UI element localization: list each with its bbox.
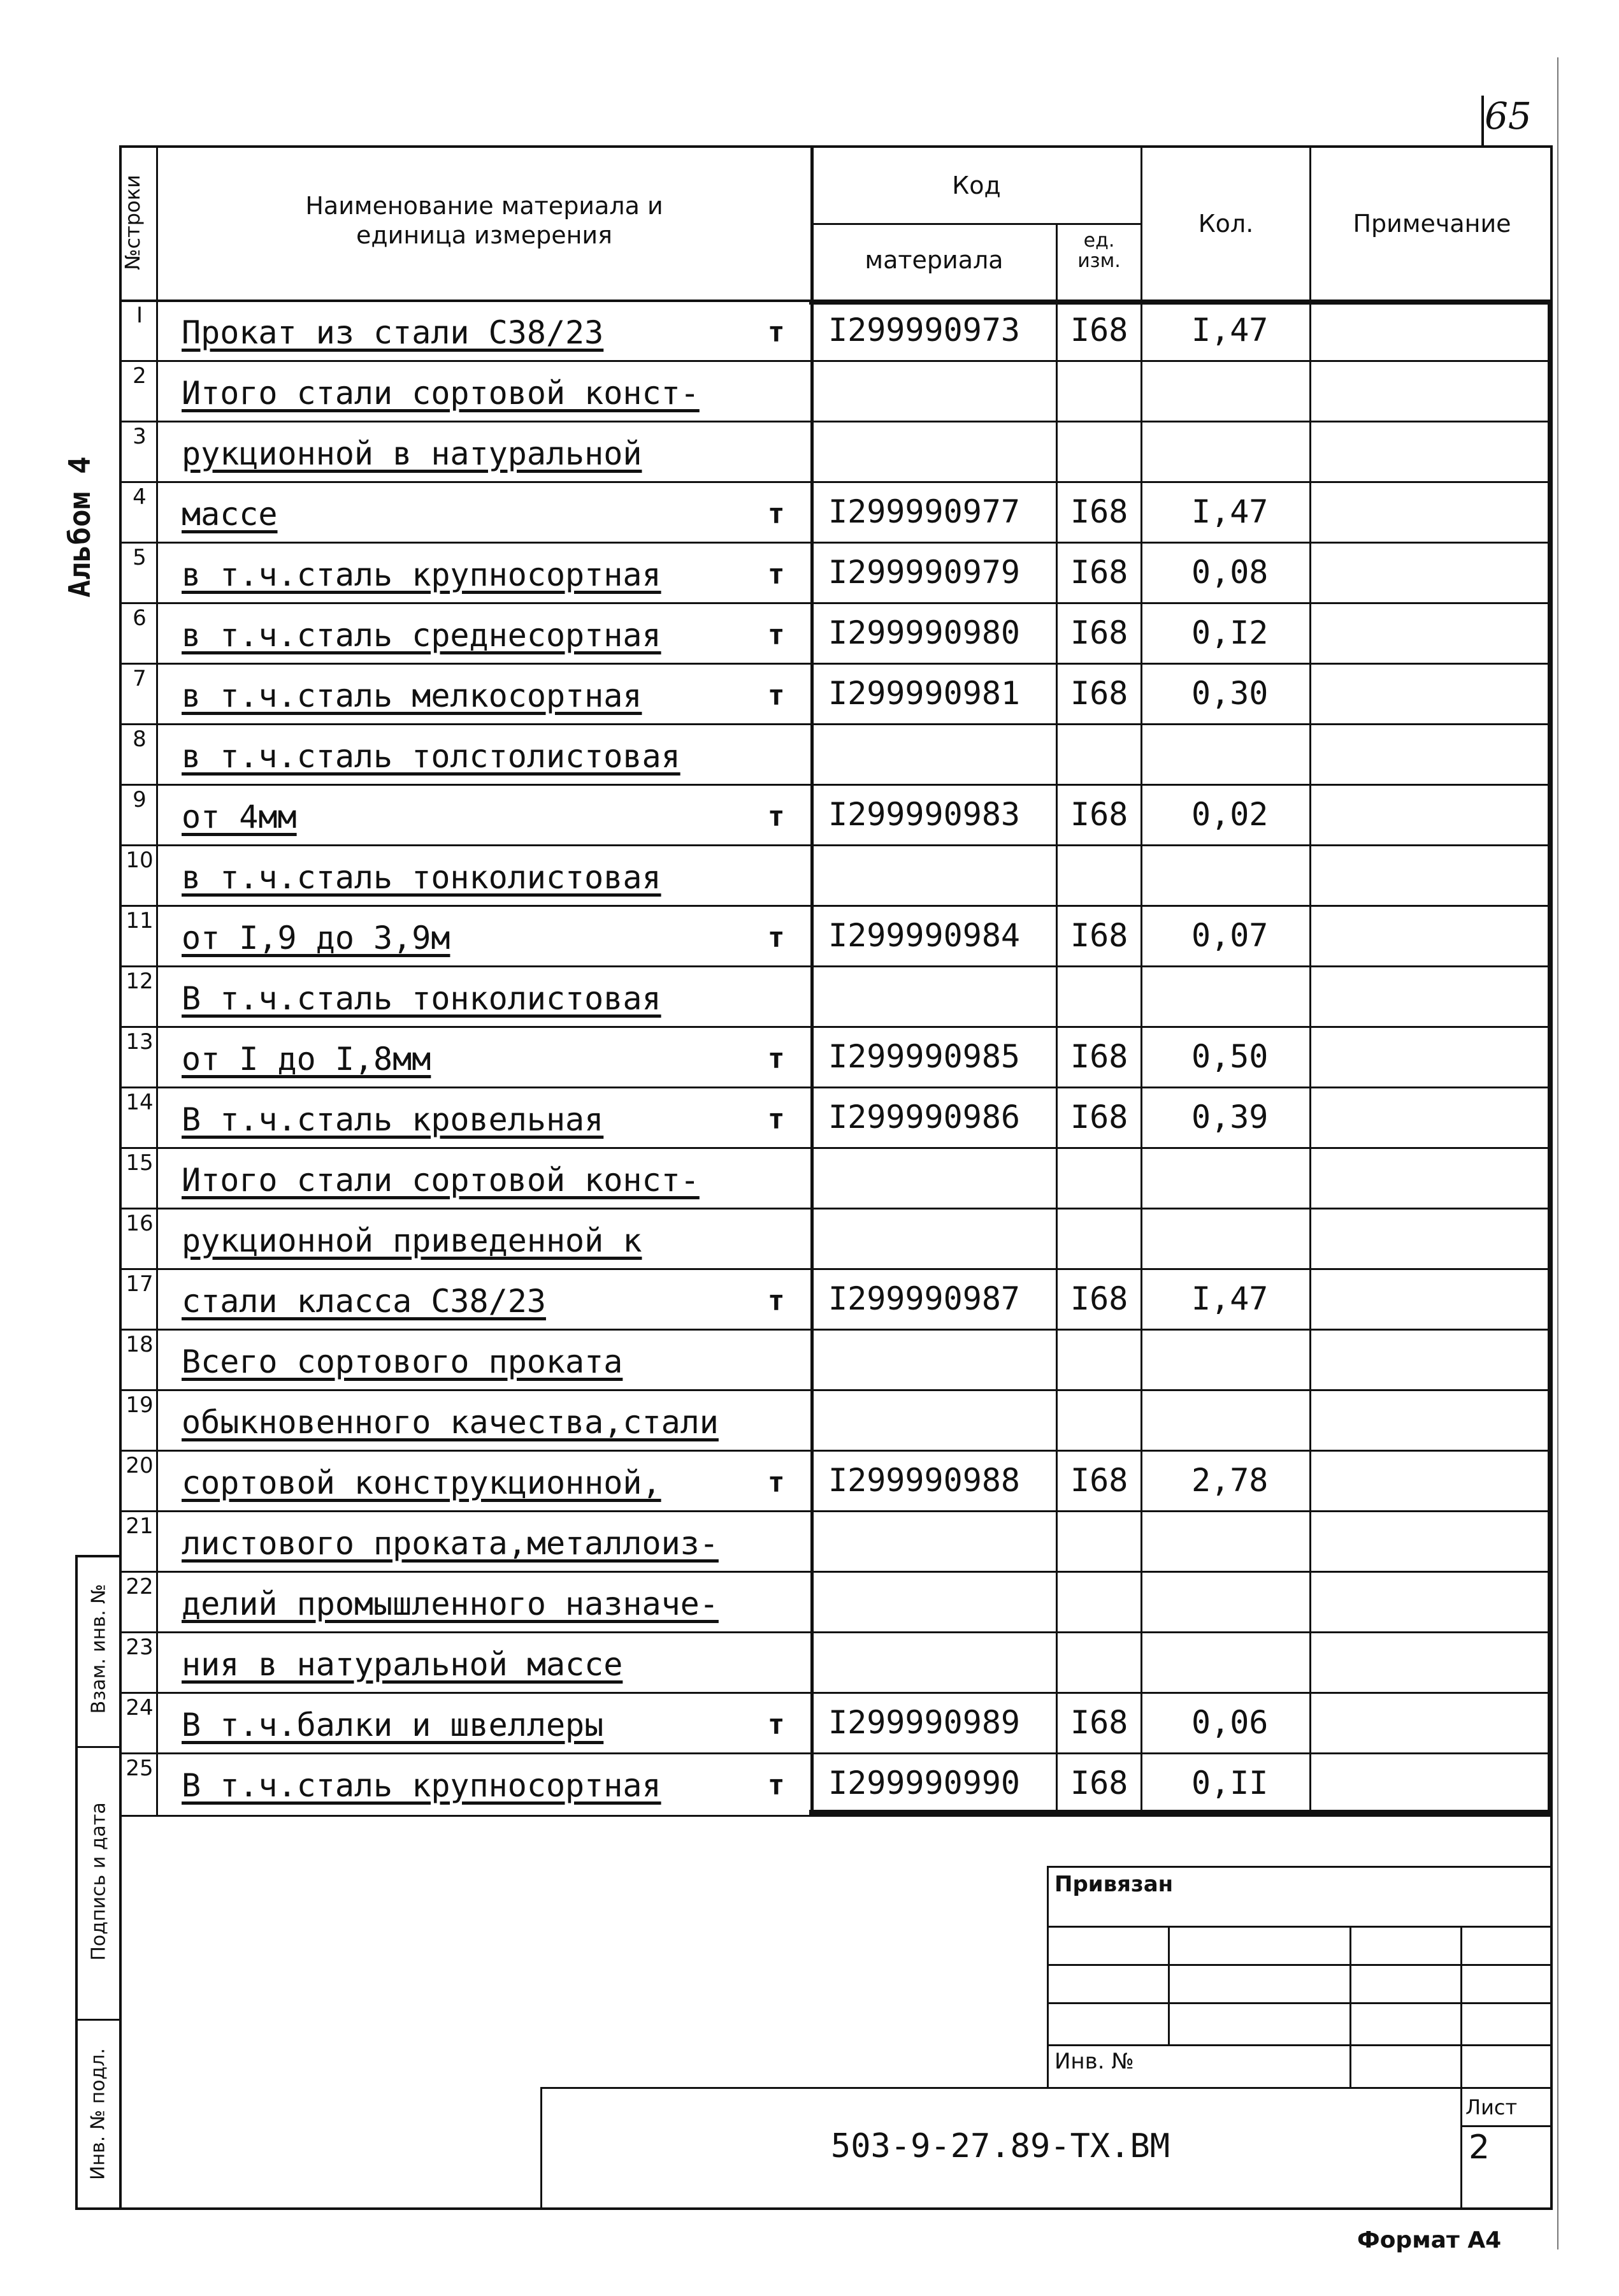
material-code: I299990986 — [828, 1099, 1021, 1136]
material-name: в т.ч.сталь толстолистовая — [182, 738, 680, 775]
material-code: I299990981 — [828, 675, 1021, 712]
unit-marker: т — [768, 679, 785, 712]
unit-code: I68 — [1070, 1765, 1128, 1801]
material-name: Итого стали сортовой конст- — [182, 375, 700, 412]
header-unit-line2: изм. — [1077, 250, 1121, 272]
row-number: 7 — [133, 666, 147, 691]
unit-marker: т — [768, 1103, 785, 1136]
header-row-no: №строки — [120, 175, 145, 270]
row-number: 10 — [126, 848, 154, 873]
row-number: 23 — [126, 1635, 154, 1660]
row-number: 4 — [133, 484, 147, 510]
row-number: 8 — [133, 726, 147, 752]
material-name: Всего сортового проката — [182, 1343, 623, 1380]
material-name: массе — [182, 496, 278, 533]
unit-marker: т — [768, 921, 785, 954]
row-number: 5 — [133, 545, 147, 570]
unit-code: I68 — [1070, 554, 1128, 591]
material-name: в т.ч.сталь тонколистовая — [182, 859, 661, 896]
material-code: I299990980 — [828, 614, 1021, 651]
header-name — [159, 191, 809, 250]
material-code: I299990988 — [828, 1462, 1021, 1499]
quantity: I,47 — [1191, 1280, 1269, 1317]
unit-marker: т — [768, 498, 785, 530]
unit-marker: т — [768, 1708, 785, 1741]
material-name: сортовой конструкционной, — [182, 1464, 661, 1501]
material-name: в т.ч.сталь мелкосортная — [182, 677, 642, 714]
material-code: I299990977 — [828, 493, 1021, 530]
inv-no-label: Инв. № — [1054, 2049, 1134, 2074]
header-code: Код — [952, 171, 1001, 199]
header-unit — [1058, 231, 1140, 271]
unit-marker: т — [768, 1043, 785, 1075]
header-name-line1: Наименование материала и — [305, 192, 663, 220]
unit-marker: т — [768, 1769, 785, 1801]
quantity: 0,06 — [1191, 1704, 1269, 1741]
row-number: 11 — [126, 908, 154, 934]
quantity: 0,I2 — [1191, 614, 1269, 651]
material-name: от I до I,8мм — [182, 1041, 431, 1078]
material-name: стали класса С38/23 — [182, 1283, 546, 1320]
quantity: 2,78 — [1191, 1462, 1269, 1499]
material-code: I299990979 — [828, 554, 1021, 591]
sheet-number: 2 — [1469, 2128, 1490, 2167]
quantity: 0,02 — [1191, 796, 1269, 833]
quantity: I,47 — [1191, 312, 1269, 349]
material-code: I299990990 — [828, 1765, 1021, 1801]
material-code: I299990984 — [828, 917, 1021, 954]
row-number: I — [136, 303, 143, 328]
row-number: 13 — [126, 1029, 154, 1055]
material-name: в т.ч.сталь среднесортная — [182, 617, 661, 654]
material-name: делий промышленного назначе- — [182, 1585, 719, 1622]
side-label-inv-podl: Инв. № подл. — [87, 2048, 110, 2180]
unit-marker: т — [768, 1466, 785, 1499]
header-note: Примечание — [1353, 210, 1511, 238]
sheet-label: Лист — [1465, 2095, 1518, 2119]
material-code: I299990973 — [828, 312, 1021, 349]
header-material: материала — [865, 246, 1004, 274]
quantity: 0,50 — [1191, 1038, 1269, 1075]
page-number: 65 — [1485, 94, 1532, 138]
quantity: 0,07 — [1191, 917, 1269, 954]
unit-code: I68 — [1070, 917, 1128, 954]
row-number: 17 — [126, 1271, 154, 1297]
document-code: 503-9-27.89-ТХ.ВМ — [830, 2127, 1170, 2165]
unit-code: I68 — [1070, 614, 1128, 651]
unit-code: I68 — [1070, 1038, 1128, 1075]
material-name: ния в натуральной массе — [182, 1646, 623, 1683]
unit-code: I68 — [1070, 675, 1128, 712]
row-number: 18 — [126, 1332, 154, 1357]
quantity: 0,39 — [1191, 1099, 1269, 1136]
row-number: 20 — [126, 1453, 154, 1478]
material-code: I299990989 — [828, 1704, 1021, 1741]
material-name: в т.ч.сталь крупносортная — [182, 556, 661, 593]
row-number: 12 — [126, 969, 154, 994]
unit-code: I68 — [1070, 1704, 1128, 1741]
unit-marker: т — [768, 1285, 785, 1317]
row-number: 16 — [126, 1211, 154, 1236]
unit-code: I68 — [1070, 1280, 1128, 1317]
side-label-signature: Подпись и дата — [87, 1802, 110, 1961]
row-number: 3 — [133, 424, 147, 449]
material-name: Итого стали сортовой конст- — [182, 1162, 700, 1199]
header-unit-line1: ед. — [1083, 229, 1115, 252]
row-number: 24 — [126, 1695, 154, 1721]
material-name: рукционной приведенной к — [182, 1222, 642, 1259]
unit-marker: т — [768, 316, 785, 349]
unit-marker: т — [768, 800, 785, 833]
material-name: рукционной в натуральной — [182, 435, 642, 472]
material-name: В т.ч.сталь крупносортная — [182, 1767, 661, 1804]
unit-marker: т — [768, 558, 785, 591]
row-number: 21 — [126, 1513, 154, 1539]
unit-code: I68 — [1070, 1462, 1128, 1499]
privyazan-label: Привязан — [1054, 1872, 1174, 1897]
header-qty: Кол. — [1198, 210, 1254, 238]
format-label: Формат А4 — [1357, 2227, 1502, 2253]
material-name: В т.ч.сталь кровельная — [182, 1101, 604, 1138]
material-name: Прокат из стали С38/23 — [182, 314, 604, 351]
material-name: В т.ч.сталь тонколистовая — [182, 980, 661, 1017]
row-number: 2 — [133, 363, 147, 389]
row-number: 9 — [133, 787, 147, 812]
unit-marker: т — [768, 619, 785, 651]
material-name: обыкновенного качества,стали — [182, 1404, 719, 1441]
header-name-line2: единица измерения — [356, 221, 612, 249]
material-code: I299990987 — [828, 1280, 1021, 1317]
row-number: 15 — [126, 1150, 154, 1176]
unit-code: I68 — [1070, 1099, 1128, 1136]
unit-code: I68 — [1070, 312, 1128, 349]
row-number: 14 — [126, 1090, 154, 1115]
material-name: В т.ч.балки и швеллеры — [182, 1707, 604, 1744]
material-name: от I,9 до 3,9м — [182, 920, 450, 957]
quantity: 0,08 — [1191, 554, 1269, 591]
side-label-vzam: Взам. инв. № — [87, 1584, 110, 1714]
material-name: от 4мм — [182, 798, 297, 835]
album-label: Альбом 4 — [62, 456, 97, 598]
row-number: 25 — [126, 1756, 154, 1781]
unit-code: I68 — [1070, 493, 1128, 530]
row-number: 19 — [126, 1392, 154, 1418]
material-code: I299990985 — [828, 1038, 1021, 1075]
quantity: 0,30 — [1191, 675, 1269, 712]
quantity: 0,II — [1191, 1765, 1269, 1801]
material-name: листового проката,металлоиз- — [182, 1525, 719, 1562]
row-number: 22 — [126, 1574, 154, 1599]
material-code: I299990983 — [828, 796, 1021, 833]
quantity: I,47 — [1191, 493, 1269, 530]
unit-code: I68 — [1070, 796, 1128, 833]
row-number: 6 — [133, 605, 147, 631]
